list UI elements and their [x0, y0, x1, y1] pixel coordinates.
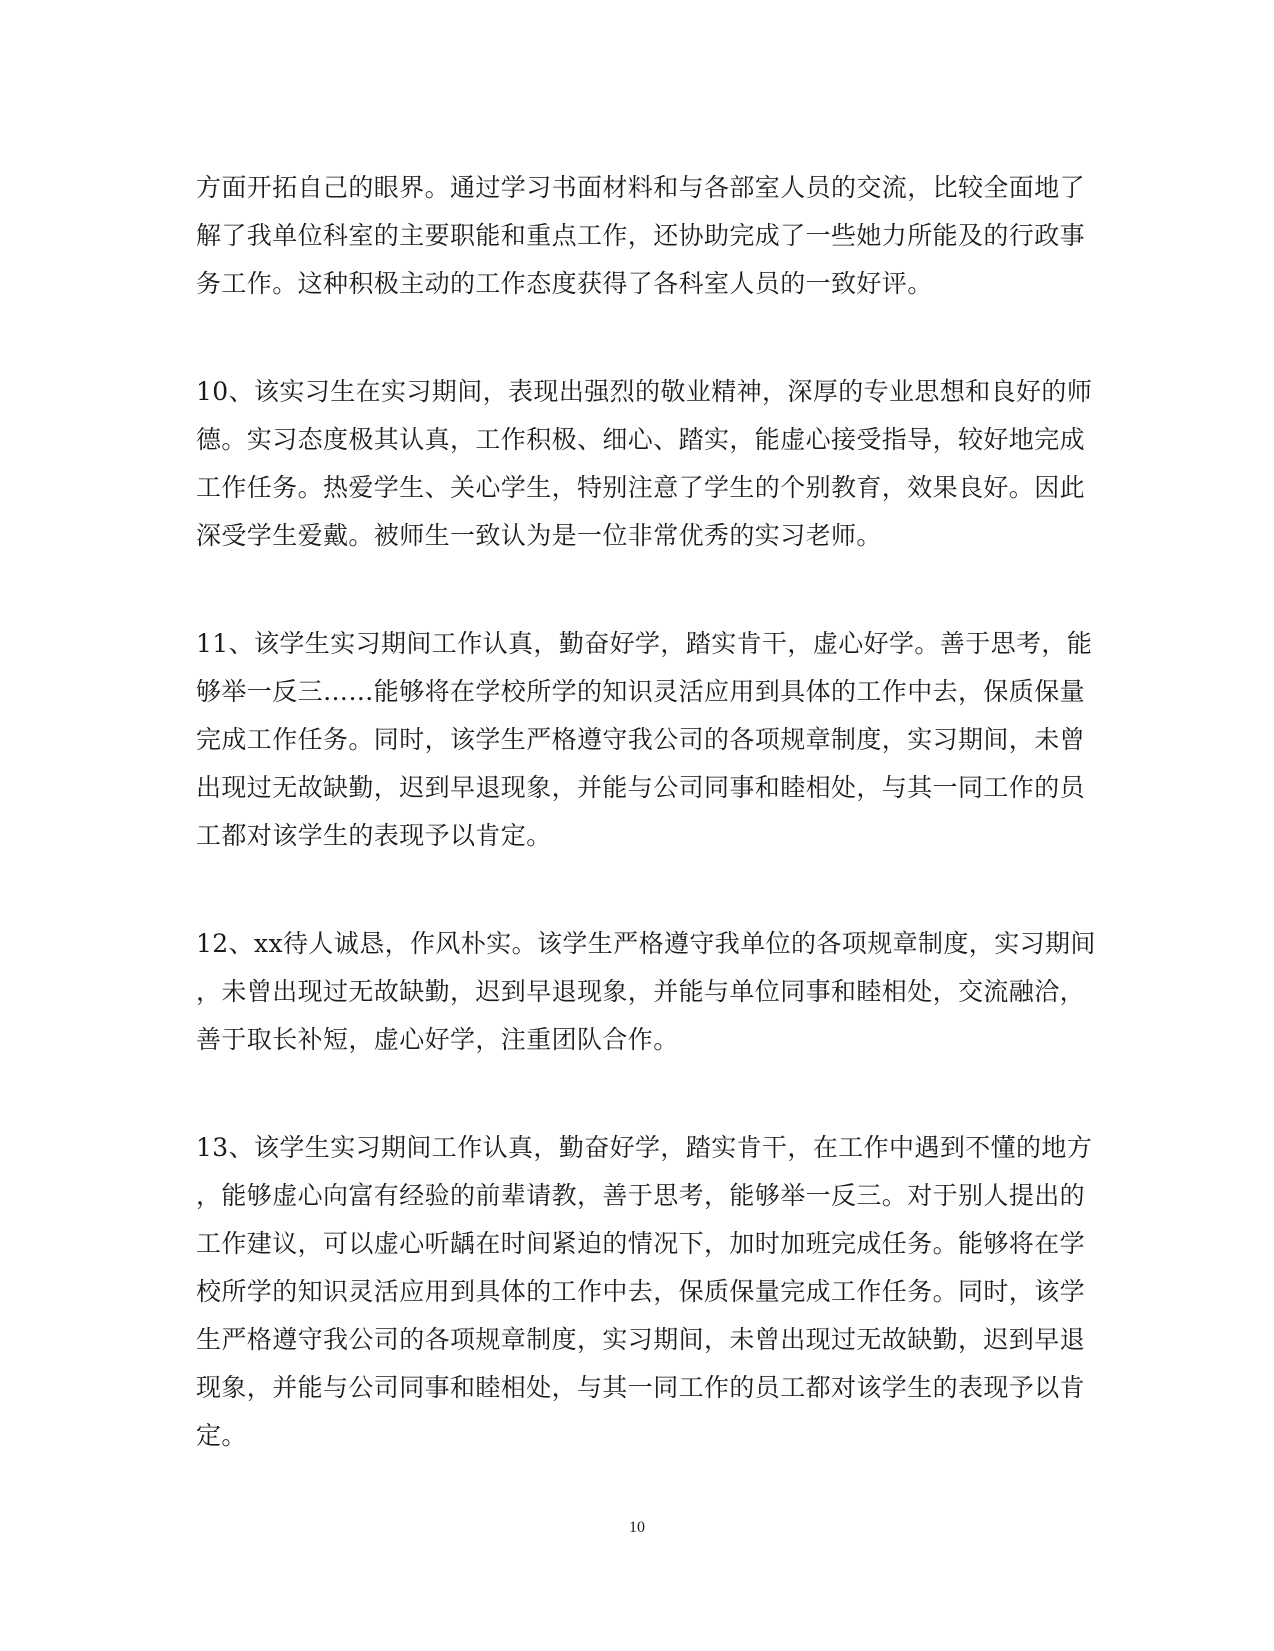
text-line: 工都对该学生的表现予以肯定。: [196, 821, 552, 850]
text-line: 12、xx待人诚恳，作风朴实。该学生严格遵守我单位的各项规章制度，实习期间: [196, 929, 1096, 958]
text-line: 方面开拓自己的眼界。通过学习书面材料和与各部室人员的交流，比较全面地了: [196, 173, 1086, 202]
text-line: ，能够虚心向富有经验的前辈请教，善于思考，能够举一反三。对于别人提出的: [196, 1181, 1086, 1210]
text-line: 善于取长补短，虚心好学，注重团队合作。: [196, 1025, 679, 1054]
paragraph-item-11: [196, 620, 1093, 860]
text-line: 11、该学生实习期间工作认真，勤奋好学，踏实肯干，虚心好学。善于思考，能: [196, 629, 1093, 658]
page-number: 10: [629, 1519, 645, 1536]
text-line: 生严格遵守我公司的各项规章制度，实习期间，未曾出现过无故缺勤，迟到早退: [196, 1325, 1086, 1354]
document-body: [196, 164, 1096, 1460]
text-line: 定。: [196, 1421, 247, 1450]
text-line: 完成工作任务。同时，该学生严格遵守我公司的各项规章制度，实习期间，未曾: [196, 725, 1086, 754]
paragraph-item-10: [196, 368, 1093, 560]
paragraph-item-12: [196, 920, 1096, 1064]
text-line: 工作任务。热爱学生、关心学生，特别注意了学生的个别教育，效果良好。因此: [196, 473, 1086, 502]
text-line: 深受学生爱戴。被师生一致认为是一位非常优秀的实习老师。: [196, 521, 882, 550]
text-line: 德。实习态度极其认真，工作积极、细心、踏实，能虚心接受指导，较好地完成: [196, 425, 1086, 454]
paragraph-continuation: [196, 164, 1086, 308]
text-line: 13、该学生实习期间工作认真，勤奋好学，踏实肯干，在工作中遇到不懂的地方: [196, 1133, 1093, 1162]
text-line: 务工作。这种积极主动的工作态度获得了各科室人员的一致好评。: [196, 269, 933, 298]
text-line: 够举一反三……能够将在学校所学的知识灵活应用到具体的工作中去，保质保量: [196, 677, 1086, 706]
text-line: 校所学的知识灵活应用到具体的工作中去，保质保量完成工作任务。同时，该学: [196, 1277, 1086, 1306]
text-line: 工作建议，可以虚心听龋在时间紧迫的情况下，加时加班完成任务。能够将在学: [196, 1229, 1086, 1258]
paragraph-item-13: [196, 1124, 1093, 1460]
text-line: 10、该实习生在实习期间，表现出强烈的敬业精神，深厚的专业思想和良好的师: [196, 377, 1093, 406]
text-line: 出现过无故缺勤，迟到早退现象，并能与公司同事和睦相处，与其一同工作的员: [196, 773, 1086, 802]
text-line: 解了我单位科室的主要职能和重点工作，还协助完成了一些她力所能及的行政事: [196, 221, 1086, 250]
text-line: ，未曾出现过无故缺勤，迟到早退现象，并能与单位同事和睦相处，交流融洽，: [196, 977, 1086, 1006]
text-line: 现象，并能与公司同事和睦相处，与其一同工作的员工都对该学生的表现予以肯: [196, 1373, 1086, 1402]
